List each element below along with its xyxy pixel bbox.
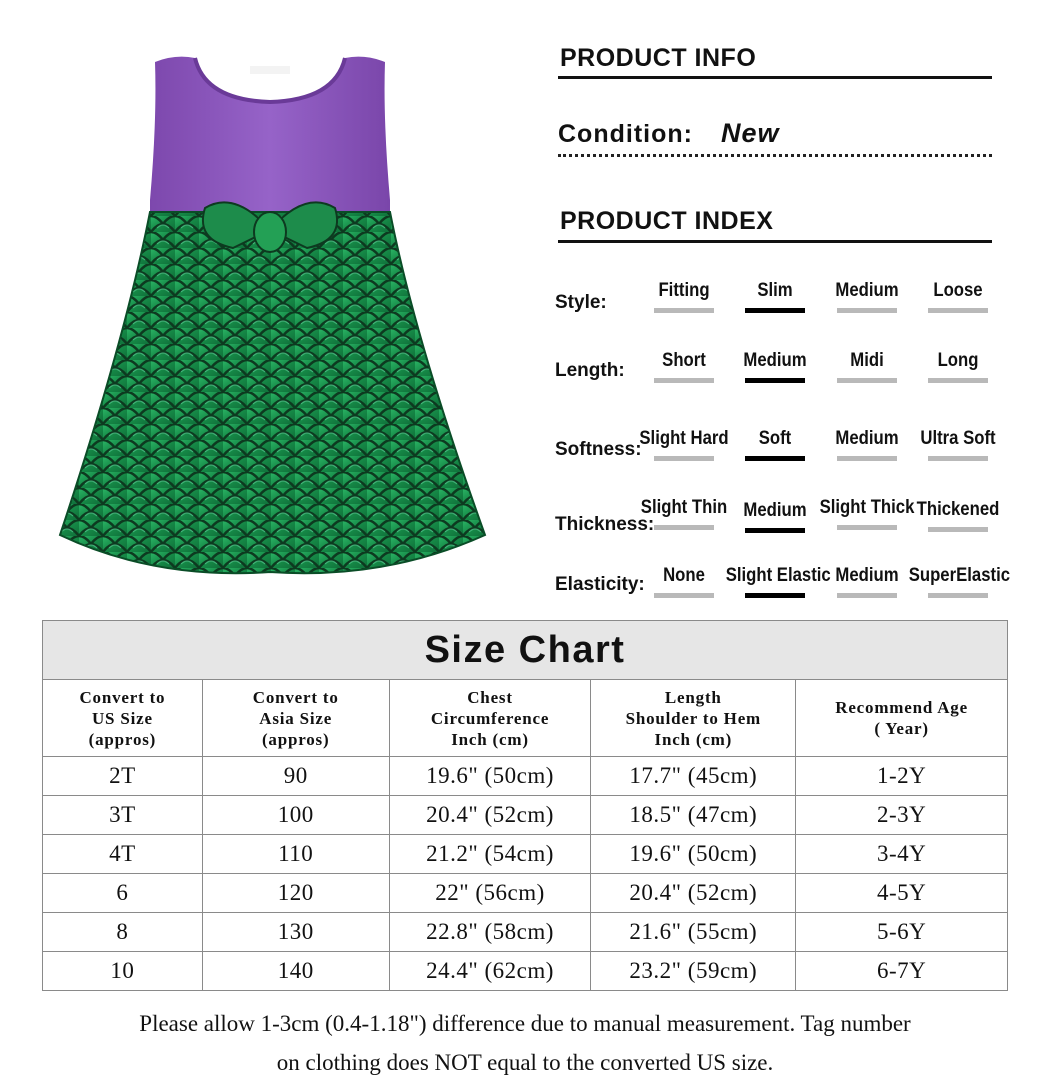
cell-chest: 22" (56cm) — [389, 874, 591, 913]
index-option-selected: Slim — [719, 280, 831, 313]
table-row — [43, 757, 1008, 796]
cell-asia-size: 100 — [202, 796, 389, 835]
index-label: Style: — [555, 292, 607, 313]
index-option: Short — [628, 350, 740, 383]
cell-asia-size: 120 — [202, 874, 389, 913]
index-option: Thickened — [902, 499, 1014, 532]
size-chart-header-row — [43, 680, 1008, 757]
cell-asia-size: 90 — [202, 757, 389, 796]
cell-us-size: 6 — [43, 874, 203, 913]
size-chart-table — [42, 620, 1008, 991]
cell-age: 2-3Y — [796, 796, 1008, 835]
table-row — [43, 952, 1008, 991]
index-option-selected: Slight Elastic — [719, 565, 831, 598]
cell-us-size: 10 — [43, 952, 203, 991]
index-label: Thickness: — [555, 514, 655, 535]
index-option: Slight Thick — [811, 497, 923, 530]
header-us-size: Convert to US Size (appros) — [43, 680, 203, 757]
table-row — [43, 874, 1008, 913]
index-option: Fitting — [628, 280, 740, 313]
cell-length: 17.7" (45cm) — [591, 757, 796, 796]
index-option: Slight Hard — [628, 428, 740, 461]
table-row — [43, 913, 1008, 952]
index-option-selected: Soft — [719, 428, 831, 461]
cell-asia-size: 140 — [202, 952, 389, 991]
table-row — [43, 796, 1008, 835]
index-option-selected: Medium — [719, 350, 831, 383]
dress-image — [55, 40, 495, 580]
dress-bodice — [150, 57, 390, 218]
cell-age: 4-5Y — [796, 874, 1008, 913]
cell-chest: 20.4" (52cm) — [389, 796, 591, 835]
index-option: Loose — [902, 280, 1014, 313]
cell-length: 23.2" (59cm) — [591, 952, 796, 991]
header-age: Recommend Age ( Year) — [796, 680, 1008, 757]
cell-chest: 22.8" (58cm) — [389, 913, 591, 952]
product-index-title: PRODUCT INDEX — [560, 207, 774, 235]
cell-chest: 19.6" (50cm) — [389, 757, 591, 796]
header-asia-size: Convert to Asia Size (appros) — [202, 680, 389, 757]
header-chest: Chest Circumference Inch (cm) — [389, 680, 591, 757]
condition-dotted-rule — [558, 154, 992, 157]
header-length: Length Shoulder to Hem Inch (cm) — [591, 680, 796, 757]
cell-age: 5-6Y — [796, 913, 1008, 952]
cell-us-size: 3T — [43, 796, 203, 835]
index-option: Ultra Soft — [902, 428, 1014, 461]
measurement-note — [0, 1004, 1050, 1082]
index-option: None — [628, 565, 740, 598]
product-info-title: PRODUCT INFO — [560, 44, 757, 72]
cell-length: 20.4" (52cm) — [591, 874, 796, 913]
product-index-rule — [558, 240, 992, 243]
product-info-rule — [558, 76, 992, 79]
size-chart-title: Size Chart — [43, 621, 1008, 680]
note-line: Please allow 1-3cm (0.4-1.18") difference due to manual measurement. Tag number — [139, 1011, 911, 1036]
cell-age: 3-4Y — [796, 835, 1008, 874]
index-option: Midi — [811, 350, 923, 383]
index-option: Medium — [811, 565, 923, 598]
cell-us-size: 4T — [43, 835, 203, 874]
cell-length: 18.5" (47cm) — [591, 796, 796, 835]
cell-asia-size: 130 — [202, 913, 389, 952]
cell-us-size: 2T — [43, 757, 203, 796]
cell-age: 1-2Y — [796, 757, 1008, 796]
cell-asia-size: 110 — [202, 835, 389, 874]
dress-skirt — [60, 212, 485, 573]
index-option: SuperElastic — [902, 565, 1014, 598]
cell-length: 19.6" (50cm) — [591, 835, 796, 874]
index-label: Length: — [555, 360, 625, 381]
condition-label: Condition: — [558, 120, 693, 148]
table-row — [43, 835, 1008, 874]
note-line: on clothing does NOT equal to the converted US size. — [276, 1050, 774, 1075]
cell-chest: 21.2" (54cm) — [389, 835, 591, 874]
index-option: Slight Thin — [628, 497, 740, 530]
cell-length: 21.6" (55cm) — [591, 913, 796, 952]
cell-age: 6-7Y — [796, 952, 1008, 991]
cell-us-size: 8 — [43, 913, 203, 952]
index-option: Long — [902, 350, 1014, 383]
index-option-selected: Medium — [719, 500, 831, 533]
index-label: Softness: — [555, 439, 642, 460]
index-option: Medium — [811, 428, 923, 461]
cell-chest: 24.4" (62cm) — [389, 952, 591, 991]
index-label: Elasticity: — [555, 574, 645, 595]
condition-value: New — [721, 118, 780, 148]
index-option: Medium — [811, 280, 923, 313]
